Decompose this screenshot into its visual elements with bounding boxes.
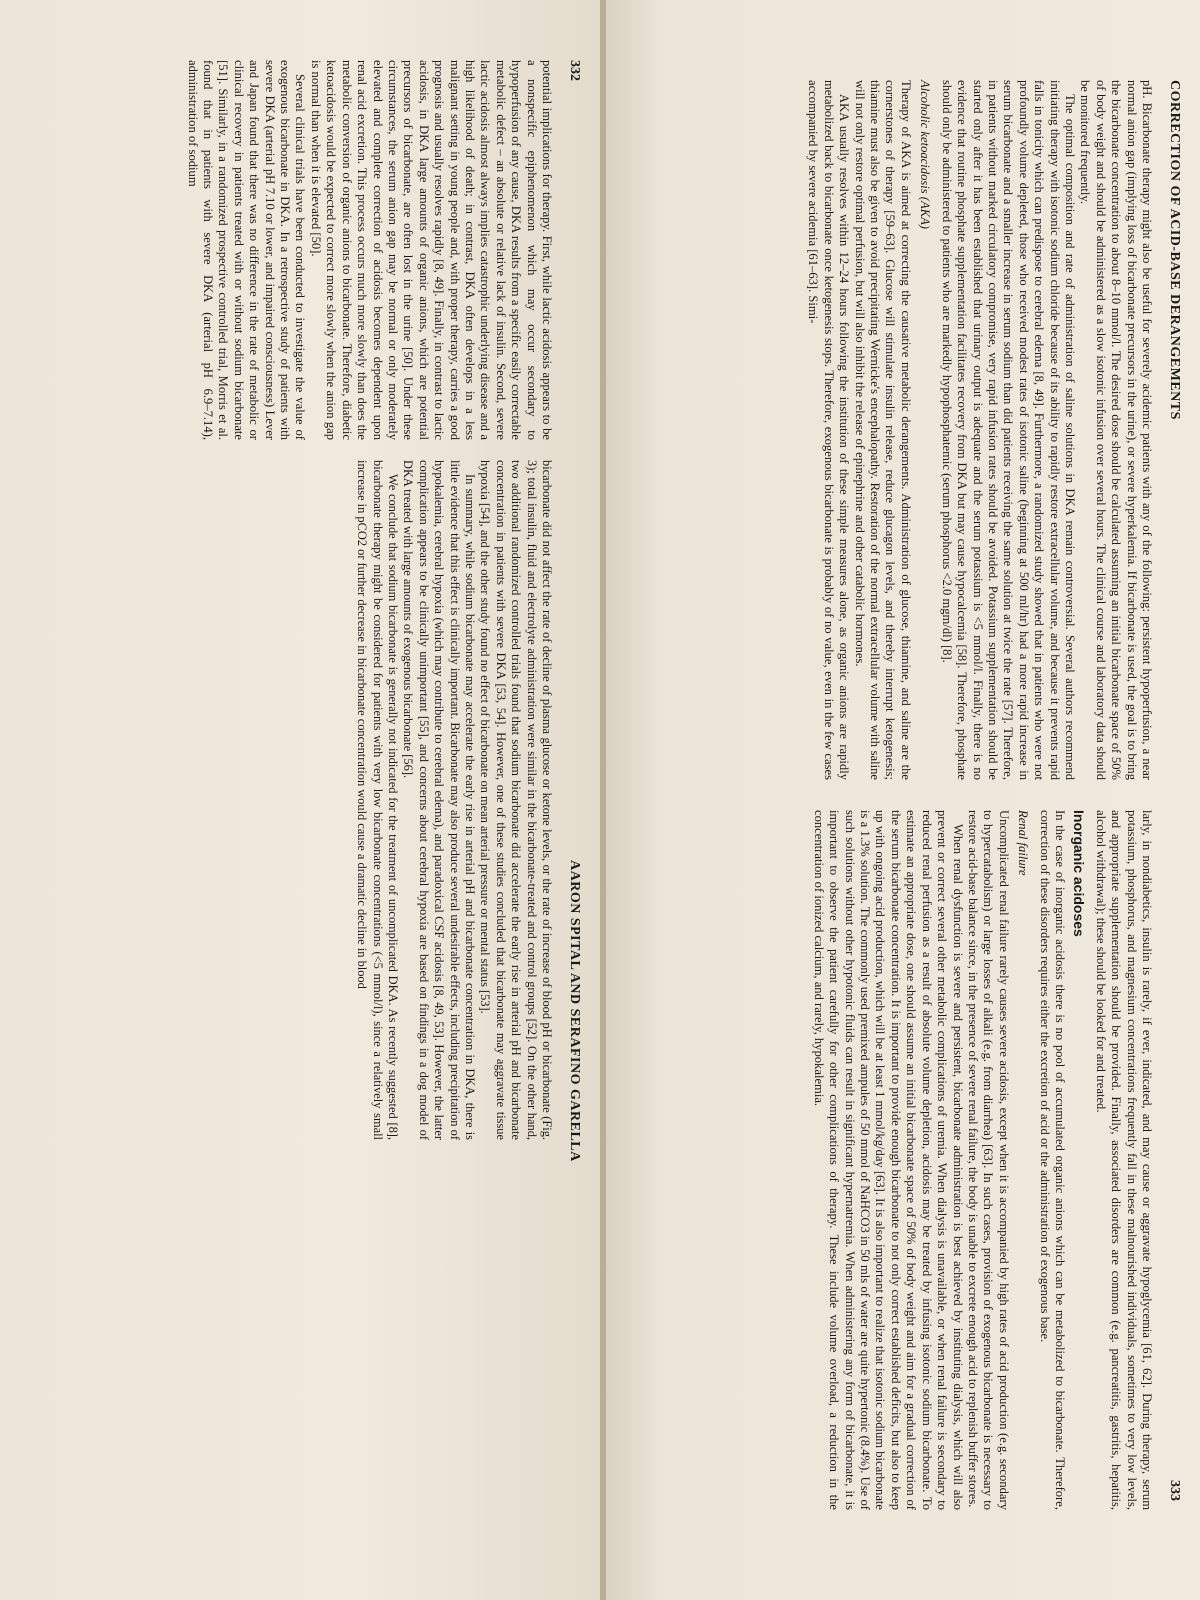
paragraph: AKA usually resolves within 12–24 hours following the institution of these simple measures alone, as organic anions are rapidly metabolized back to bicarbonate once ketogenesis stops. Therefore, exogenous bicarbonate is probably of no value, even in the few cases accompanied by severe acidemia [61–63]. Simi- bbox=[806, 80, 852, 780]
text-column-2 bbox=[810, 810, 1154, 1510]
paragraph: In the case of inorganic acidosis there is no pool of accumulated organic anions which can be metabolized to bicarbonate. Therefore, correction of these disorders requires either the excretion of acid or the administration of exogenous base. bbox=[1037, 810, 1067, 1510]
page-number: 332 bbox=[567, 60, 582, 81]
section-heading: Inorganic acidoses bbox=[1071, 810, 1088, 937]
paragraph: In summary, while sodium bicarbonate may accelerate the early rise in arterial pH and bicarbonate concentration in DKA, there is little evidence that this effect is clinically important. Bicarbonate may also produce several undesirable effects, including precipitation of hypokalemia, cerebral hypoxia (which may contribute to cerebral edema), and paradoxical CSF acidosis [8, 49, 53]. However, the latter complication appears to be clinically unimportant [55], and concerns about cerebral hypoxia are based on findings in a dog model of DKA treated with large amounts of exogenous bicarbonate [56]. bbox=[401, 460, 477, 1140]
subsection-heading: Renal failure bbox=[1016, 810, 1031, 876]
right-page bbox=[606, 0, 1200, 1600]
text-column-1 bbox=[805, 80, 1154, 780]
text-column-1 bbox=[184, 60, 554, 440]
paragraph: The optimal composition and rate of administration of saline solutions in DKA remain controversial. Several authors recommend initiating therapy with isotonic sodium chloride because of its ability to rapidly restore extracellular volume, and because it prevents rapid falls in tonicity which can predispose to cerebral edema [8, 49]. Furthermore, a randomized study showed that in patients who were not profoundly volume depleted, those who received modest rates of isotonic saline (beginning at 500 ml/hr) had a more rapid increase in serum bicarbonate and a smaller increase in serum sodium than did patients receiving the same solution at twice the rate [57]. Therefore, in patients without marked circulatory compromise, very rapid infusion rates should be avoided. Potassium supplementation should be started only after it has been established that urinary output is adequate and the serum potassium is <5 mmol/l. Finally, there is no evidence that routine phosphate supplementation facilitates recovery from DKA but may cause hypocalcemia [58]. Therefore, phosphate should only be administered to patients who are markedly hypophosphatemic (serum phosphorus <2.0 mgm/dl) [8]. bbox=[939, 80, 1077, 780]
paragraph: We conclude that sodium bicarbonate is generally not indicated for the treatment of uncomplicated DKA. As recently suggested [8], bicarbonate therapy might be considered for patients with very low bicarbonate concentrations (<5 mmol/l), since a relatively small increase in pCO2 or further decrease in bicarbonate concentration would cause a dramatic decline in blood bbox=[355, 460, 400, 1140]
paragraph: larly, in nondiabetics, insulin is rarely, if ever, indicated, and may cause or aggravate hypoglycemia [61, 62]. During therapy, serum potassium, phosphorus, and magnesium concentrations frequently fall in these malnourished individuals, sometimes to very low levels, and appropriate supplementation should be provided. Finally, associated disorders are common (e.g. pancreatitis, gastritis, hepatitis, alcohol withdrawal); these should be looked for and treated. bbox=[1093, 810, 1154, 1510]
paragraph: potential implications for therapy. First, while lactic acidosis appears to be a nonspecific epiphenomenon which may occur secondary to hypoperfusion of any cause, DKA results from a specific easily correctable metabolic defect – an absolute or relative lack of insulin. Second, severe lactic acidosis almost always implies catastrophic underlying disease and a high likelihood of death; in contrast, DKA often develops in a less malignant setting in young people and, with proper therapy, carries a good prognosis and usually resolves rapidly [8, 49]. Finally, in contrast to lactic acidosis, in DKA large amounts of organic anions, which are potential precursors of bicarbonate, are often lost in the urine [50]. Under these circumstances, the serum anion gap may be normal or only moderately elevated and complete correction of acidosis becomes dependent upon renal acid excretion. This process occurs much more slowly than does the metabolic conversion of organic anions to bicarbonate. Therefore, diabetic ketoacidosis would be expected to correct more slowly when the anion gap is normal than when it is elevated [50]. bbox=[308, 60, 554, 440]
paragraph: Several clinical trials have been conducted to investigate the value of exogenous bicarbonate in DKA. In a retrospective study of patients with severe DKA (arterial pH 7.10 or lower, and impaired consciousness) Lever and Japan found that there was no difference in the rate of metabolic or clinical recovery in patients treated with or without sodium bicarbonate [51]. Similarly, in a randomized prospective controlled trial, Morris et al. found that in patients with severe DKA (arterial pH 6.9–7.14), administration of sodium bbox=[185, 60, 308, 440]
paragraph: pH. Bicarbonate therapy might also be useful for severely acidemic patients with any of the following: persistent hypoperfusion, a near normal anion gap (implying loss of bicarbonate precursors in the urine), or severe hyperkalemia. If bicarbonate is used, the goal is to bring the bicarbonate concentration to about 8–10 mmol/l. The desired dose should be calculated assuming an initial bicarbonate space of 50% of body weight and should be administered as a slow isotonic infusion over several hours. The clinical course and laboratory data should be monitored frequently. bbox=[1078, 80, 1154, 780]
paragraph: When renal dysfunction is severe and persistent, bicarbonate administration is best achieved by instituting dialysis, which will also prevent or correct several other metabolic complications of uremia. When dialysis is unavailable, or when renal failure is secondary to reduced renal perfusion as a result of absolute volume depletion, acidosis may be treated by infusing isotonic sodium bicarbonate. To estimate an appropriate dose, one should assume an initial bicarbonate space of 50% of body weight and aim for a gradual correction of the serum bicarbonate concentration. It is important to provide enough bicarbonate to not only correct established deficits, but also to keep up with ongoing acid production, which will be at least 1 mmol/kg/day [63]. It is also important to realize that isotonic sodium bicarbonate is a 1.3% solution. The commonly used premixed ampules of 50 mmol of NaHCO3 in 50 mls of water are quite hypertonic (8.4%). Use of such solutions without other hypotonic fluids can result in significant hypernatremia. When administering any form of bicarbonate, it is important to observe the patient carefully for other complications of therapy. These include volume overload, a reduction in the concentration of ionized calcium, and rarely, hypokalemia. bbox=[811, 810, 965, 1510]
paragraph: Uncomplicated renal failure rarely causes severe acidosis, except when it is accompanied by high rates of acid production (e.g. secondary to hypercatabolism) or large losses of alkali (e.g. from diarrhea) [63]. In such cases, provision of exogenous bicarbonate is necessary to restore acid-base balance since, in the presence of severe renal failure, the body is unable to excrete enough acid to replenish buffer stores. bbox=[965, 810, 1011, 1510]
section-heading: Alcoholic ketoacidosis (AKA) bbox=[918, 80, 933, 229]
running-head: CORRECTION OF ACID-BASE DERANGEMENTS bbox=[1167, 80, 1182, 420]
running-head: AARON SPITAL AND SERAFINO GARELLA bbox=[567, 860, 582, 1162]
paragraph: bicarbonate did not affect the rate of decline of plasma glucose or ketone levels, or the rate of increase of blood pH or bicarbonate (Fig. 3); total insulin, fluid and electrolyte administration were similar in the bicarbonate-treated and control groups [52]. On the other hand, two additional randomized controlled trials found that sodium bicarbonate did accelerate the early rise in arterial pH and bicarbonate concentration in patients with severe DKA [53, 54]. However, one of these studies concluded that bicarbonate may aggravate tissue hypoxia [54], and the other study found no effect of bicarbonate on mean arterial pressure or mental status [53]. bbox=[478, 460, 554, 1140]
text-column-2 bbox=[354, 460, 554, 1140]
paragraph: Therapy of AKA is aimed at correcting the causative metabolic derangements. Administration of glucose, thiamine, and saline are the cornerstones of therapy [59–63]. Glucose will stimulate insulin release, reduce glucagon levels, and thereby interrupt ketogenesis; thiamine must also be given to avoid precipitating Wernicke's encephalopathy. Restoration of the normal extracellular volume with saline will not only restore optimal perfusion, but will also inhibit the release of epinephrine and other catabolic hormones. bbox=[852, 80, 913, 780]
page-number: 333 bbox=[1167, 1480, 1182, 1501]
